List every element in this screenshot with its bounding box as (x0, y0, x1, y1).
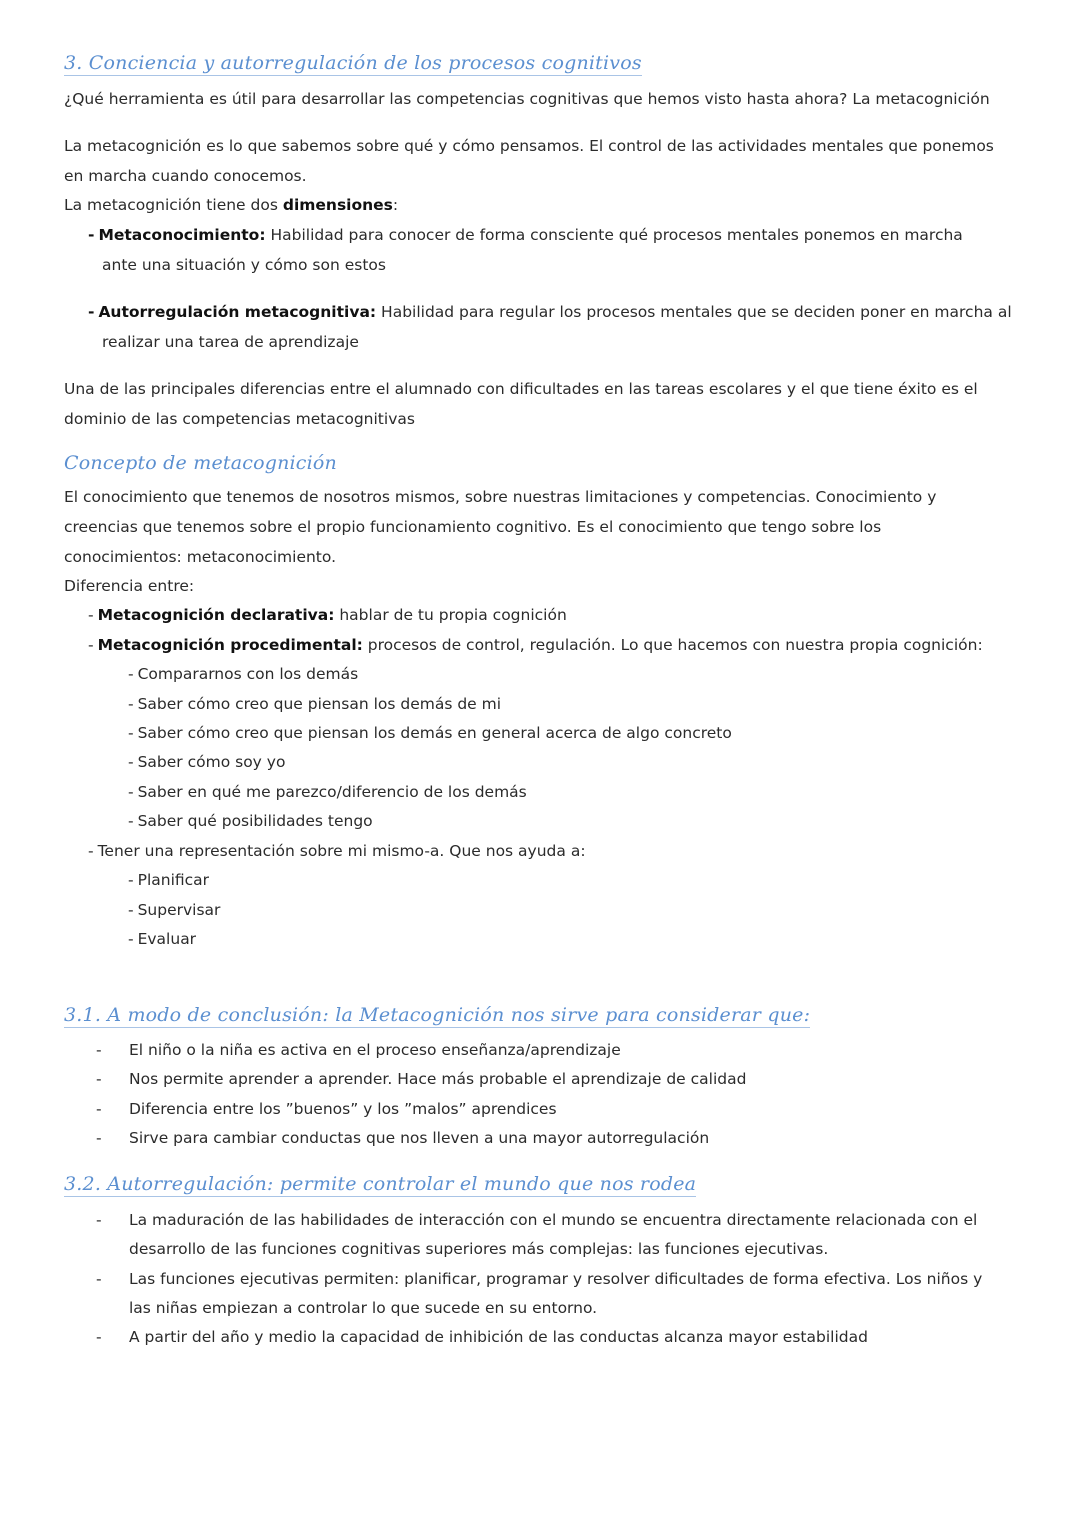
concepto-line-3: conocimientos: metaconocimiento. (64, 548, 337, 566)
dimension-item-autorregulacion: - Autorregulación metacognitiva: Habilidad para regular los procesos mentales que se deciden poner en marcha al (88, 303, 1012, 321)
dash-marker: - (96, 1041, 102, 1059)
definition-line-2: en marcha cuando conocemos. (64, 167, 307, 185)
representacion-item: - Tener una representación sobre mi mismo-a. Que nos ayuda a: (88, 842, 586, 860)
list-item: - Saber en qué me parezco/diferencio de los demás (128, 783, 527, 801)
dash-marker: - (96, 1129, 102, 1147)
list-item: Diferencia entre los ”buenos” y los ”malos” aprendices (129, 1100, 557, 1118)
list-item: Las funciones ejecutivas permiten: planificar, programar y resolver dificultades de forma efectiva. Los niños y (129, 1270, 983, 1288)
list-item: - Saber cómo creo que piensan los demás de mi (128, 695, 502, 713)
section-3-1-title: 3.1. A modo de conclusión: la Metacognición nos sirve para considerar que: (64, 1004, 811, 1026)
list-item: - Supervisar (128, 901, 221, 919)
concepto-line-1: El conocimiento que tenemos de nosotros mismos, sobre nuestras limitaciones y competencias. Conocimiento y (64, 488, 937, 506)
diferencia-label: Diferencia entre: (64, 577, 195, 595)
section-3-2-title: 3.2. Autorregulación: permite controlar el mundo que nos rodea (64, 1173, 697, 1195)
list-item: - Saber qué posibilidades tengo (128, 812, 373, 830)
dash-marker: - (96, 1270, 102, 1288)
dimension-item-metaconocimiento-cont: ante una situación y cómo son estos (102, 256, 386, 274)
list-item: - Planificar (128, 871, 210, 889)
list-item: - Compararnos con los demás (128, 665, 359, 683)
section-3-title: 3. Conciencia y autorregulación de los procesos cognitivos (64, 52, 642, 74)
dash-marker: - (96, 1100, 102, 1118)
concepto-title: Concepto de metacognición (64, 452, 337, 474)
list-item: El niño o la niña es activa en el proceso enseñanza/aprendizaje (129, 1041, 621, 1059)
dimensions-intro: La metacognición tiene dos dimensiones: (64, 196, 399, 214)
list-item: A partir del año y medio la capacidad de inhibición de las conductas alcanza mayor estabilidad (129, 1328, 868, 1346)
section-3-intro: ¿Qué herramienta es útil para desarrollar las competencias cognitivas que hemos visto hasta ahora? La metacognición (64, 90, 990, 108)
definition-line-1: La metacognición es lo que sabemos sobre qué y cómo pensamos. El control de las actividades mentales que ponemos (64, 137, 994, 155)
list-item-cont: las niñas empiezan a controlar lo que sucede en su entorno. (129, 1299, 598, 1317)
list-item: - Evaluar (128, 930, 197, 948)
list-item: - Saber cómo creo que piensan los demás en general acerca de algo concreto (128, 724, 732, 742)
list-item: Nos permite aprender a aprender. Hace más probable el aprendizaje de calidad (129, 1070, 747, 1088)
declarativa-item: - Metacognición declarativa: hablar de tu propia cognición (88, 606, 567, 624)
dimension-item-autorregulacion-cont: realizar una tarea de aprendizaje (102, 333, 359, 351)
differences-line-2: dominio de las competencias metacognitivas (64, 410, 415, 428)
list-item: - Saber cómo soy yo (128, 753, 286, 771)
differences-line-1: Una de las principales diferencias entre el alumnado con dificultades en las tareas escolares y el que tiene éxito es el (64, 380, 978, 398)
dash-marker: - (96, 1211, 102, 1229)
concepto-line-2: creencias que tenemos sobre el propio funcionamiento cognitivo. Es el conocimiento que tengo sobre los (64, 518, 882, 536)
list-item-cont: desarrollo de las funciones cognitivas superiores más complejas: las funciones ejecutivas. (129, 1240, 829, 1258)
dimension-item-metaconocimiento: - Metaconocimiento: Habilidad para conocer de forma consciente qué procesos mentales ponemos en marcha (88, 226, 963, 244)
list-item: Sirve para cambiar conductas que nos lleven a una mayor autorregulación (129, 1129, 710, 1147)
list-item: La maduración de las habilidades de interacción con el mundo se encuentra directamente relacionada con el (129, 1211, 978, 1229)
dash-marker: - (96, 1328, 102, 1346)
procedimental-item: - Metacognición procedimental: procesos de control, regulación. Lo que hacemos con nuestra propia cognición: (88, 636, 983, 654)
dash-marker: - (96, 1070, 102, 1088)
